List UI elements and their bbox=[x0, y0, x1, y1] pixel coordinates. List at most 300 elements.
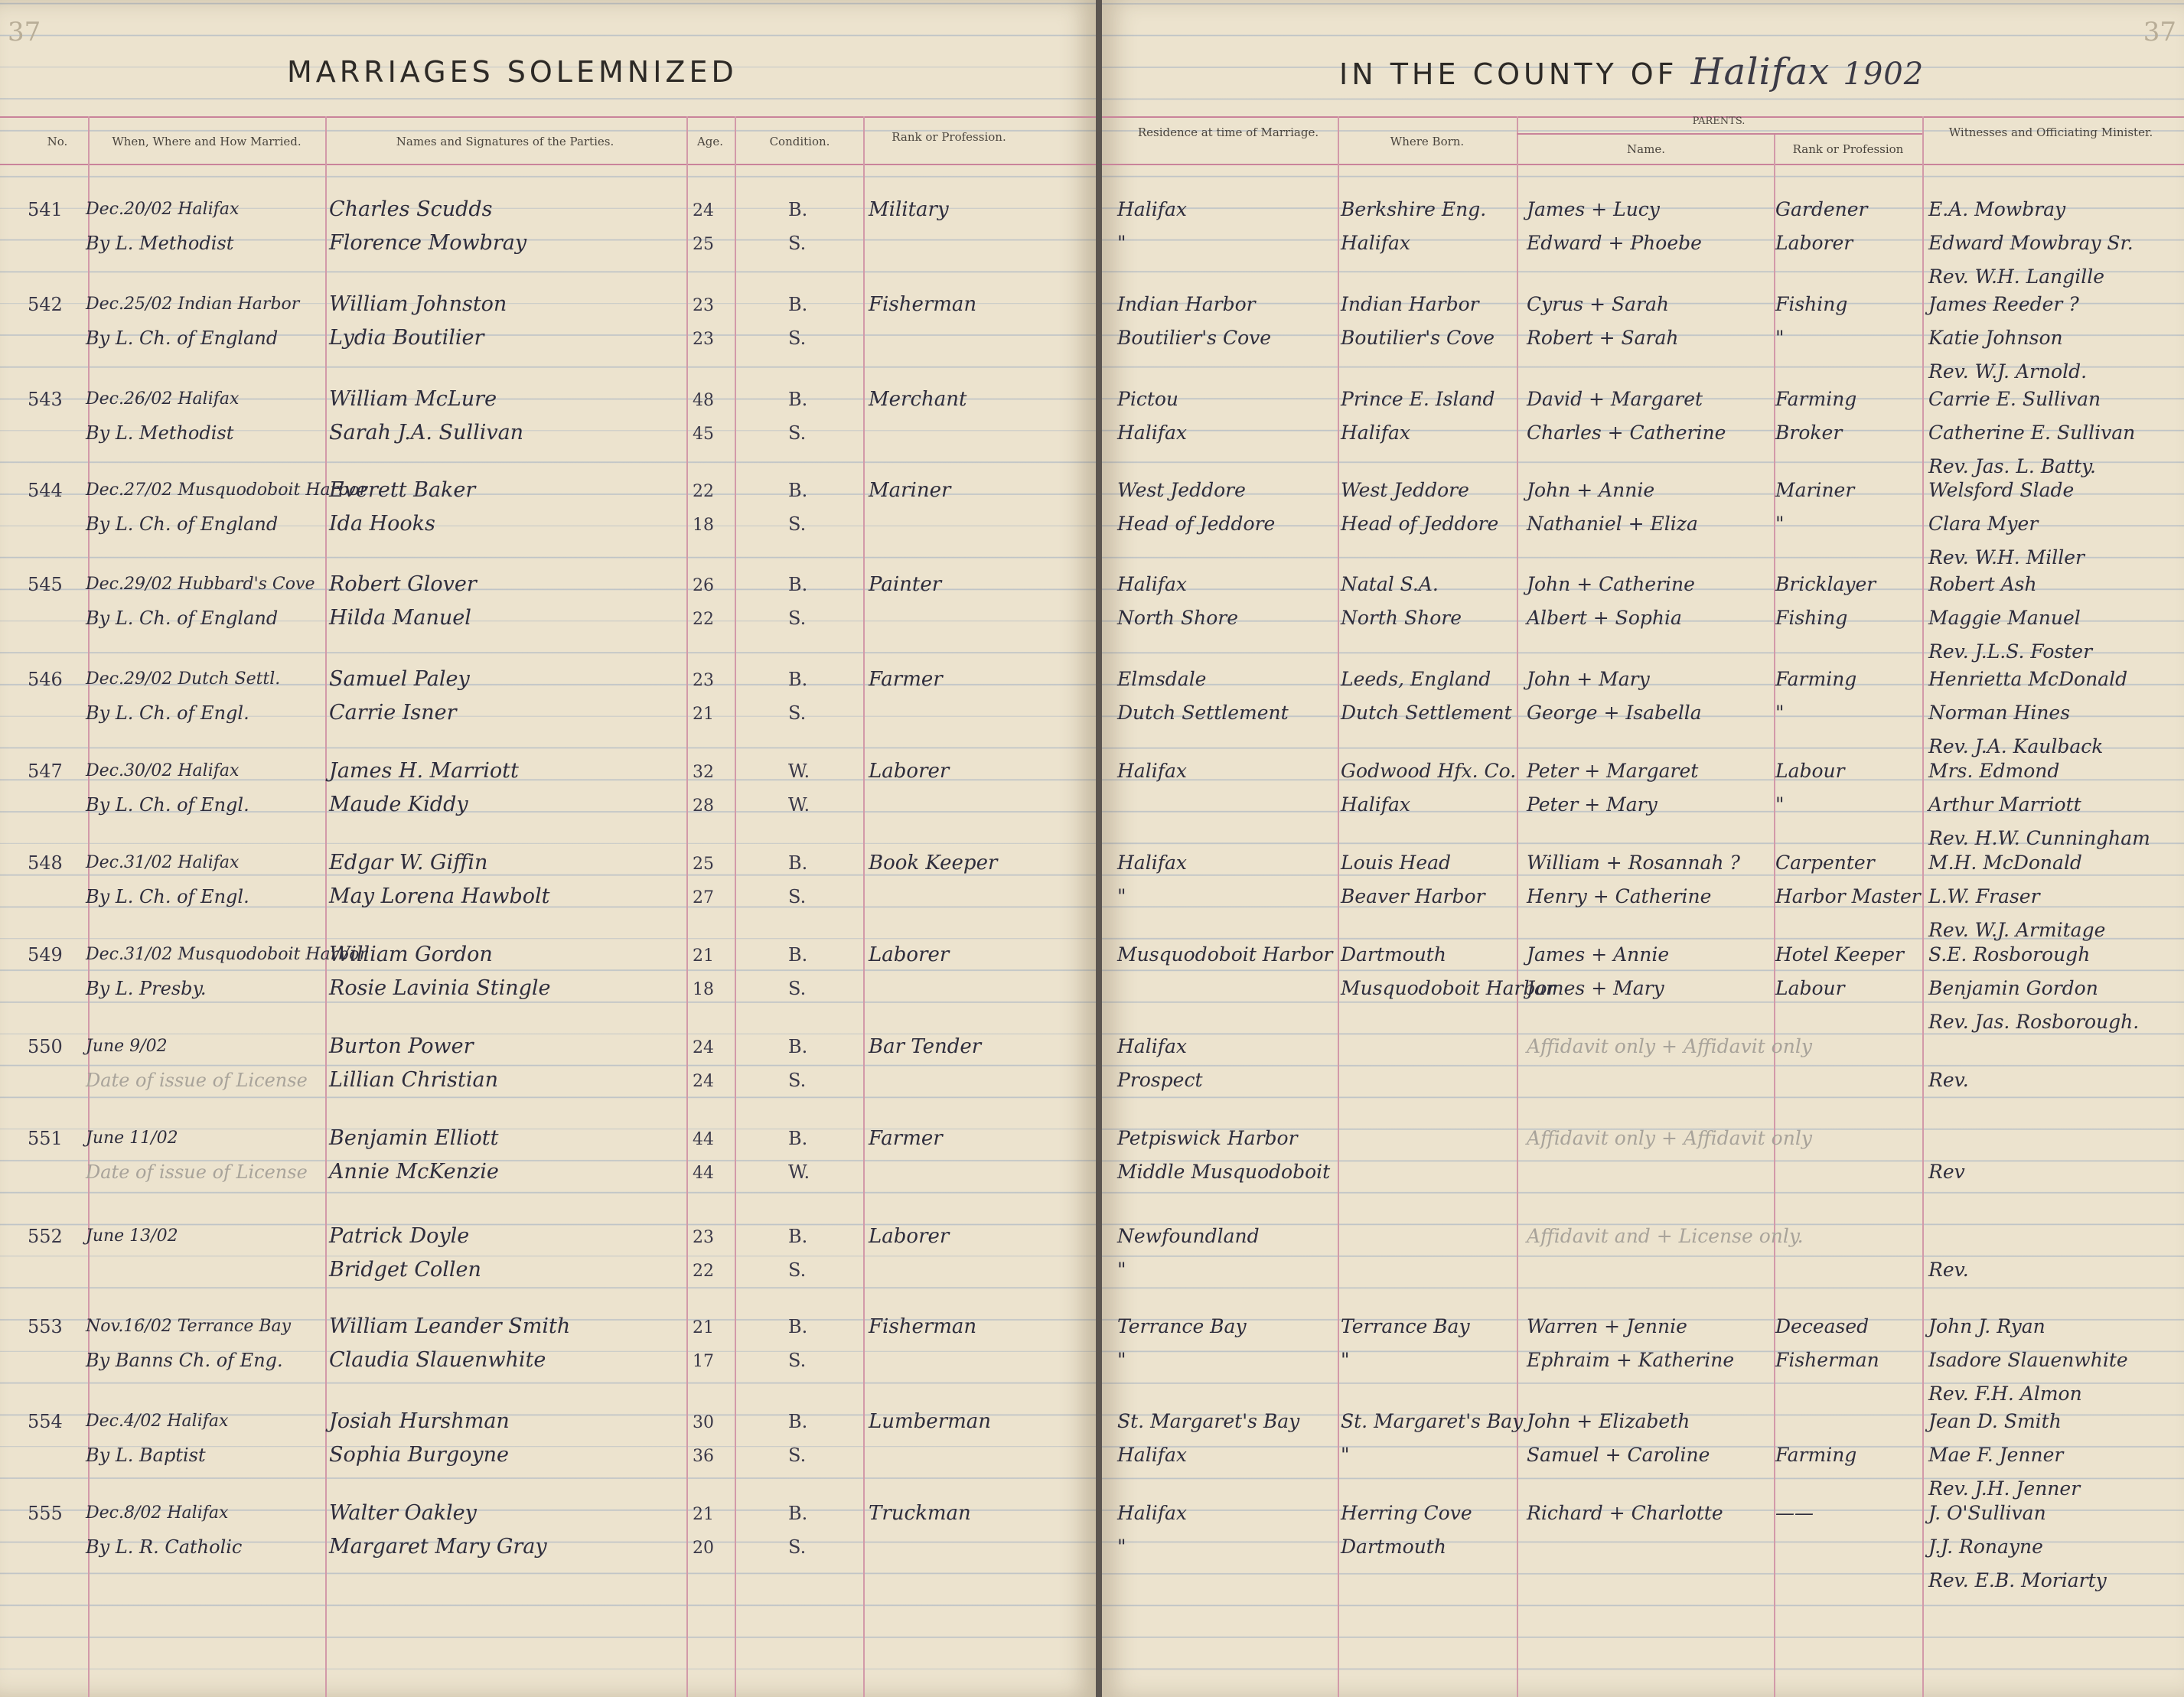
party-age: 36 bbox=[693, 1447, 714, 1466]
county-name: Halifax bbox=[1690, 50, 1830, 93]
parent-names: John + Elizabeth bbox=[1527, 1410, 1690, 1432]
party-age: 22 bbox=[693, 610, 714, 629]
party-rank: Fisherman bbox=[869, 1315, 977, 1338]
col-divider bbox=[1517, 116, 1518, 1697]
birthplace: Dutch Settlement bbox=[1341, 702, 1512, 724]
party-condition: S. bbox=[788, 1259, 807, 1281]
residence: St. Margaret's Bay bbox=[1117, 1410, 1300, 1432]
birthplace: Boutilier's Cove bbox=[1341, 327, 1495, 349]
party-condition: B. bbox=[788, 944, 808, 966]
party-condition: W. bbox=[788, 1161, 810, 1183]
birthplace: St. Margaret's Bay bbox=[1341, 1410, 1524, 1432]
entry-number: 555 bbox=[28, 1503, 63, 1524]
parent-rank: Gardener bbox=[1775, 198, 1868, 220]
residence: Indian Harbor bbox=[1117, 293, 1256, 315]
party-age: 27 bbox=[693, 888, 714, 907]
party-name: William McLure bbox=[329, 387, 497, 411]
party-age: 26 bbox=[693, 576, 714, 595]
party-condition: S. bbox=[788, 422, 807, 444]
party-rank: Laborer bbox=[869, 1225, 950, 1248]
parent-names: Charles + Catherine bbox=[1527, 422, 1726, 444]
parent-names: Henry + Catherine bbox=[1527, 885, 1712, 907]
party-condition: S. bbox=[788, 1350, 807, 1371]
col-divider bbox=[1922, 116, 1924, 1697]
birthplace: Dartmouth bbox=[1341, 943, 1446, 966]
witness-or-minister: Henrietta McDonald bbox=[1928, 668, 2128, 690]
party-age: 23 bbox=[693, 671, 714, 690]
witness-or-minister: Robert Ash bbox=[1928, 573, 2037, 595]
header-born: Where Born. bbox=[1390, 135, 1465, 148]
parent-names: Nathaniel + Eliza bbox=[1527, 513, 1698, 535]
party-rank: Book Keeper bbox=[869, 852, 998, 875]
party-condition: B. bbox=[788, 1316, 808, 1337]
party-age: 21 bbox=[693, 1318, 714, 1337]
party-condition: B. bbox=[788, 852, 808, 874]
party-age: 21 bbox=[693, 946, 714, 966]
parent-names: Richard + Charlotte bbox=[1527, 1502, 1723, 1524]
when-where-how: Dec.31/02 Musquodoboit Harbor bbox=[86, 945, 368, 964]
parent-rank: Fisherman bbox=[1775, 1349, 1879, 1371]
birthplace: Terrance Bay bbox=[1341, 1315, 1470, 1337]
birthplace: " bbox=[1341, 1444, 1350, 1466]
party-rank: Mariner bbox=[869, 479, 951, 502]
party-name: Sarah J.A. Sullivan bbox=[329, 421, 524, 445]
party-condition: B. bbox=[788, 199, 808, 220]
when-where-how: By L. Ch. of Engl. bbox=[86, 794, 249, 816]
parent-names: Affidavit only + Affidavit only bbox=[1527, 1127, 1812, 1149]
when-where-how: By L. Ch. of England bbox=[86, 607, 279, 629]
birthplace: " bbox=[1341, 1349, 1350, 1371]
when-where-how: Nov.16/02 Terrance Bay bbox=[86, 1317, 292, 1336]
when-where-how: June 11/02 bbox=[86, 1129, 178, 1148]
header-when: When, Where and How Married. bbox=[112, 135, 302, 148]
party-condition: S. bbox=[788, 513, 807, 535]
witness-or-minister: Rev. J.H. Jenner bbox=[1928, 1477, 2081, 1500]
residence: Petpiswick Harbor bbox=[1117, 1127, 1298, 1149]
col-divider bbox=[735, 116, 736, 1697]
party-age: 30 bbox=[693, 1413, 714, 1432]
header-names: Names and Signatures of the Parties. bbox=[396, 135, 614, 148]
when-where-how: Date of issue of License bbox=[86, 1070, 308, 1091]
witness-or-minister: Mae F. Jenner bbox=[1928, 1444, 2064, 1466]
entry-number: 550 bbox=[28, 1036, 63, 1057]
birthplace: West Jeddore bbox=[1341, 479, 1469, 501]
residence: Halifax bbox=[1117, 1444, 1187, 1466]
birthplace: North Shore bbox=[1341, 607, 1462, 629]
party-age: 18 bbox=[693, 980, 714, 999]
party-condition: B. bbox=[788, 294, 808, 315]
party-age: 44 bbox=[693, 1130, 714, 1149]
residence: North Shore bbox=[1117, 607, 1238, 629]
parent-names: Affidavit and + License only. bbox=[1527, 1225, 1804, 1247]
party-condition: B. bbox=[788, 389, 808, 410]
witness-or-minister: J. O'Sullivan bbox=[1928, 1502, 2046, 1524]
when-where-how: By L. Baptist bbox=[86, 1445, 206, 1466]
birthplace: Berkshire Eng. bbox=[1341, 198, 1487, 220]
party-condition: B. bbox=[788, 669, 808, 690]
parent-names: William + Rosannah ? bbox=[1527, 852, 1740, 874]
residence: Halifax bbox=[1117, 1035, 1187, 1057]
witness-or-minister: James Reeder ? bbox=[1928, 293, 2079, 315]
when-where-how: By L. Methodist bbox=[86, 422, 234, 444]
party-condition: S. bbox=[788, 978, 807, 999]
parent-rank: Farming bbox=[1775, 668, 1857, 690]
parent-rank: —— bbox=[1775, 1502, 1814, 1524]
birthplace: Halifax bbox=[1341, 232, 1410, 254]
residence: Halifax bbox=[1117, 198, 1187, 220]
entry-number: 545 bbox=[28, 574, 63, 595]
residence: Newfoundland bbox=[1117, 1225, 1260, 1247]
party-name: William Leander Smith bbox=[329, 1314, 571, 1338]
party-condition: W. bbox=[788, 794, 810, 816]
parent-names: George + Isabella bbox=[1527, 702, 1702, 724]
residence: Halifax bbox=[1117, 422, 1187, 444]
party-name: Robert Glover bbox=[329, 572, 477, 596]
witness-or-minister: Rev. E.B. Moriarty bbox=[1928, 1569, 2107, 1591]
party-condition: S. bbox=[788, 1070, 807, 1091]
birthplace: Godwood Hfx. Co. bbox=[1341, 760, 1517, 782]
col-divider bbox=[1338, 116, 1339, 1697]
party-rank: Laborer bbox=[869, 943, 950, 966]
party-name: Carrie Isner bbox=[329, 701, 457, 725]
birthplace: Halifax bbox=[1341, 793, 1410, 816]
party-condition: B. bbox=[788, 1226, 808, 1247]
parent-names: John + Mary bbox=[1527, 668, 1650, 690]
party-condition: B. bbox=[788, 1503, 808, 1524]
residence: Head of Jeddore bbox=[1117, 513, 1276, 535]
witness-or-minister: E.A. Mowbray bbox=[1928, 198, 2066, 220]
party-name: Josiah Hurshman bbox=[329, 1409, 510, 1433]
party-name: Rosie Lavinia Stingle bbox=[329, 976, 551, 1000]
party-age: 20 bbox=[693, 1539, 714, 1558]
parent-rank: Mariner bbox=[1775, 479, 1855, 501]
when-where-how: By L. Methodist bbox=[86, 233, 234, 254]
when-where-how: Dec.29/02 Hubbard's Cove bbox=[86, 575, 315, 594]
when-where-how: Dec.20/02 Halifax bbox=[86, 200, 240, 219]
col-divider bbox=[686, 116, 688, 1697]
when-where-how: By L. Ch. of Engl. bbox=[86, 886, 249, 907]
witness-or-minister: Mrs. Edmond bbox=[1928, 760, 2060, 782]
party-age: 23 bbox=[693, 296, 714, 315]
witness-or-minister: S.E. Rosborough bbox=[1928, 943, 2091, 966]
entry-number: 544 bbox=[28, 480, 63, 501]
party-condition: B. bbox=[788, 1036, 808, 1057]
when-where-how: By L. Ch. of England bbox=[86, 327, 279, 349]
witness-or-minister: Katie Johnson bbox=[1928, 327, 2063, 349]
party-name: James H. Marriott bbox=[329, 759, 519, 783]
party-name: Annie McKenzie bbox=[329, 1160, 499, 1184]
party-rank: Military bbox=[869, 198, 949, 221]
witness-or-minister: Rev. Jas. Rosborough. bbox=[1928, 1011, 2140, 1033]
when-where-how: By Banns Ch. of Eng. bbox=[86, 1350, 283, 1371]
when-where-how: Dec.25/02 Indian Harbor bbox=[86, 295, 300, 314]
party-age: 17 bbox=[693, 1352, 714, 1371]
witness-or-minister: Clara Myer bbox=[1928, 513, 2039, 535]
parent-rank: Bricklayer bbox=[1775, 573, 1876, 595]
residence: " bbox=[1117, 1349, 1126, 1371]
parent-names: Peter + Mary bbox=[1527, 793, 1658, 816]
right-title bbox=[1339, 50, 1924, 93]
parent-names: Samuel + Caroline bbox=[1527, 1444, 1710, 1466]
birthplace: Head of Jeddore bbox=[1341, 513, 1499, 535]
party-condition: S. bbox=[788, 702, 807, 724]
parent-rank: Hotel Keeper bbox=[1775, 943, 1904, 966]
party-condition: B. bbox=[788, 1128, 808, 1149]
witness-or-minister: Rev. Jas. L. Batty. bbox=[1928, 455, 2096, 477]
header-residence: Residence at time of Marriage. bbox=[1137, 125, 1319, 139]
party-age: 28 bbox=[693, 796, 714, 816]
residence: " bbox=[1117, 1536, 1126, 1558]
witness-or-minister: Arthur Marriott bbox=[1928, 793, 2081, 816]
party-name: Burton Power bbox=[329, 1034, 474, 1058]
party-name: Patrick Doyle bbox=[329, 1224, 470, 1248]
witness-or-minister: Edward Mowbray Sr. bbox=[1928, 232, 2133, 254]
when-where-how: Dec.31/02 Halifax bbox=[86, 853, 240, 872]
witness-or-minister: Maggie Manuel bbox=[1928, 607, 2081, 629]
witness-or-minister: L.W. Fraser bbox=[1928, 885, 2040, 907]
birthplace: Musquodoboit Harbor bbox=[1341, 977, 1557, 999]
entry-number: 548 bbox=[28, 852, 63, 874]
party-name: Florence Mowbray bbox=[329, 231, 527, 255]
party-age: 22 bbox=[693, 482, 714, 501]
left-title: MARRIAGES SOLEMNIZED bbox=[287, 55, 738, 89]
residence: " bbox=[1117, 1259, 1126, 1281]
party-name: Claudia Slauenwhite bbox=[329, 1348, 546, 1372]
header-condition: Condition. bbox=[769, 135, 830, 148]
when-where-how: Dec.27/02 Musquodoboit Harbor bbox=[86, 480, 368, 500]
entry-number: 552 bbox=[28, 1226, 63, 1247]
parent-rank: Deceased bbox=[1775, 1315, 1869, 1337]
party-name: Samuel Paley bbox=[329, 667, 470, 691]
residence: Boutilier's Cove bbox=[1117, 327, 1272, 349]
header-rank: Rank or Profession. bbox=[892, 130, 1006, 144]
party-rank: Painter bbox=[869, 573, 942, 596]
residence: Halifax bbox=[1117, 852, 1187, 874]
party-age: 24 bbox=[693, 201, 714, 220]
entry-number: 541 bbox=[28, 199, 63, 220]
party-rank: Farmer bbox=[869, 668, 943, 691]
witness-or-minister: Rev. W.J. Armitage bbox=[1928, 919, 2106, 941]
party-condition: B. bbox=[788, 574, 808, 595]
parent-rank: Harbor Master bbox=[1775, 885, 1921, 907]
residence: Halifax bbox=[1117, 1502, 1187, 1524]
when-where-how: Dec.29/02 Dutch Settl. bbox=[86, 669, 281, 689]
parent-rank: " bbox=[1775, 327, 1785, 349]
party-name: William Johnston bbox=[329, 292, 507, 316]
residence: West Jeddore bbox=[1117, 479, 1246, 501]
party-condition: S. bbox=[788, 607, 807, 629]
parent-rank: Fishing bbox=[1775, 607, 1848, 629]
witness-or-minister: Rev. bbox=[1928, 1069, 1969, 1091]
party-rank: Bar Tender bbox=[869, 1035, 982, 1058]
parent-names: Peter + Margaret bbox=[1527, 760, 1699, 782]
birthplace: Dartmouth bbox=[1341, 1536, 1446, 1558]
birthplace: Herring Cove bbox=[1341, 1502, 1472, 1524]
residence: " bbox=[1117, 232, 1126, 254]
birthplace: Natal S.A. bbox=[1341, 573, 1439, 595]
entry-number: 542 bbox=[28, 294, 63, 315]
residence: Pictou bbox=[1117, 388, 1179, 410]
party-condition: B. bbox=[788, 1411, 808, 1432]
when-where-how: June 13/02 bbox=[86, 1226, 178, 1246]
when-where-how: Date of issue of License bbox=[86, 1161, 308, 1183]
when-where-how: Dec.30/02 Halifax bbox=[86, 761, 240, 780]
parents-divider bbox=[1517, 133, 1922, 135]
party-condition: S. bbox=[788, 327, 807, 349]
party-age: 44 bbox=[693, 1164, 714, 1183]
party-rank: Truckman bbox=[869, 1502, 971, 1525]
parent-names: Affidavit only + Affidavit only bbox=[1527, 1035, 1812, 1057]
witness-or-minister: Rev. W.H. Miller bbox=[1928, 546, 2085, 568]
header-parent-name: Name. bbox=[1627, 142, 1665, 156]
parent-names: James + Mary bbox=[1527, 977, 1664, 999]
parent-rank: Carpenter bbox=[1775, 852, 1875, 874]
birthplace: Beaver Harbor bbox=[1341, 885, 1485, 907]
when-where-how: Dec.26/02 Halifax bbox=[86, 389, 240, 409]
parent-rank: Fishing bbox=[1775, 293, 1848, 315]
party-name: Bridget Collen bbox=[329, 1258, 481, 1282]
party-condition: S. bbox=[788, 1536, 807, 1558]
party-condition: S. bbox=[788, 1445, 807, 1466]
parent-names: Albert + Sophia bbox=[1527, 607, 1682, 629]
party-name: Lillian Christian bbox=[329, 1068, 498, 1092]
col-divider bbox=[863, 116, 865, 1697]
parent-rank: Labour bbox=[1775, 977, 1845, 999]
residence: Prospect bbox=[1117, 1069, 1203, 1091]
witness-or-minister: Rev. W.J. Arnold. bbox=[1928, 360, 2088, 383]
entry-number: 554 bbox=[28, 1411, 63, 1432]
parent-rank: Labour bbox=[1775, 760, 1845, 782]
party-rank: Lumberman bbox=[869, 1410, 992, 1433]
party-age: 48 bbox=[693, 391, 714, 410]
right-title-text: IN THE COUNTY OF bbox=[1339, 57, 1678, 91]
year: 1902 bbox=[1843, 57, 1925, 92]
when-where-how: June 9/02 bbox=[86, 1037, 168, 1056]
when-where-how: By L. R. Catholic bbox=[86, 1536, 243, 1558]
parent-names: John + Annie bbox=[1527, 479, 1655, 501]
birthplace: Halifax bbox=[1341, 422, 1410, 444]
parent-names: John + Catherine bbox=[1527, 573, 1695, 595]
party-age: 25 bbox=[693, 235, 714, 254]
witness-or-minister: Catherine E. Sullivan bbox=[1928, 422, 2136, 444]
party-age: 24 bbox=[693, 1072, 714, 1091]
party-age: 25 bbox=[693, 855, 714, 874]
party-rank: Laborer bbox=[869, 760, 950, 783]
party-rank: Merchant bbox=[869, 388, 967, 411]
when-where-how: By L. Presby. bbox=[86, 978, 207, 999]
birthplace: Leeds, England bbox=[1341, 668, 1491, 690]
residence: Musquodoboit Harbor bbox=[1117, 943, 1333, 966]
parent-names: Robert + Sarah bbox=[1527, 327, 1679, 349]
entry-number: 551 bbox=[28, 1128, 63, 1149]
parent-rank: Farming bbox=[1775, 1444, 1857, 1466]
witness-or-minister: Rev. bbox=[1928, 1259, 1969, 1281]
witness-or-minister: Carrie E. Sullivan bbox=[1928, 388, 2101, 410]
residence: Middle Musquodoboit bbox=[1117, 1161, 1331, 1183]
witness-or-minister: Welsford Slade bbox=[1928, 479, 2075, 501]
party-name: May Lorena Hawbolt bbox=[329, 884, 550, 908]
party-age: 21 bbox=[693, 705, 714, 724]
party-age: 23 bbox=[693, 1228, 714, 1247]
col-divider bbox=[325, 116, 327, 1697]
parent-names: David + Margaret bbox=[1527, 388, 1703, 410]
residence: Dutch Settlement bbox=[1117, 702, 1289, 724]
header-age: Age. bbox=[696, 135, 724, 148]
witness-or-minister: Isadore Slauenwhite bbox=[1928, 1349, 2128, 1371]
party-name: Charles Scudds bbox=[329, 197, 493, 221]
party-age: 24 bbox=[693, 1038, 714, 1057]
parent-rank: " bbox=[1775, 793, 1785, 816]
party-name: Edgar W. Giffin bbox=[329, 851, 488, 875]
birthplace: Louis Head bbox=[1341, 852, 1452, 874]
party-name: Hilda Manuel bbox=[329, 606, 471, 630]
party-age: 45 bbox=[693, 425, 714, 444]
parent-names: James + Lucy bbox=[1527, 198, 1660, 220]
residence: Terrance Bay bbox=[1117, 1315, 1247, 1337]
witness-or-minister: John J. Ryan bbox=[1928, 1315, 2045, 1337]
witness-or-minister: Rev. H.W. Cunningham bbox=[1928, 827, 2150, 849]
witness-or-minister: Rev. J.L.S. Foster bbox=[1928, 640, 2093, 663]
header-parents: PARENTS. bbox=[1692, 116, 1746, 127]
entry-number: 546 bbox=[28, 669, 63, 690]
party-condition: S. bbox=[788, 233, 807, 254]
birthplace: Indian Harbor bbox=[1341, 293, 1479, 315]
residence: " bbox=[1117, 885, 1126, 907]
page-number-left: 37 bbox=[8, 17, 41, 47]
party-condition: B. bbox=[788, 480, 808, 501]
header-witnesses: Witnesses and Officiating Minister. bbox=[1948, 125, 2153, 139]
entry-number: 553 bbox=[28, 1316, 63, 1337]
parent-names: Warren + Jennie bbox=[1527, 1315, 1687, 1337]
when-where-how: Dec.8/02 Halifax bbox=[86, 1503, 229, 1523]
party-name: Margaret Mary Gray bbox=[329, 1535, 547, 1559]
party-rank: Fisherman bbox=[869, 293, 977, 316]
entry-number: 547 bbox=[28, 761, 63, 782]
residence: Halifax bbox=[1117, 760, 1187, 782]
header-no: No. bbox=[47, 135, 68, 148]
party-age: 22 bbox=[693, 1262, 714, 1281]
party-condition: W. bbox=[788, 761, 810, 782]
entry-number: 549 bbox=[28, 944, 63, 966]
birthplace: Prince E. Island bbox=[1341, 388, 1495, 410]
party-rank: Farmer bbox=[869, 1127, 943, 1150]
party-name: William Gordon bbox=[329, 943, 493, 966]
party-age: 23 bbox=[693, 330, 714, 349]
party-name: Benjamin Elliott bbox=[329, 1126, 499, 1150]
when-where-how: By L. Ch. of Engl. bbox=[86, 702, 249, 724]
party-name: Everett Baker bbox=[329, 478, 476, 502]
witness-or-minister: Benjamin Gordon bbox=[1928, 977, 2098, 999]
parent-rank: Farming bbox=[1775, 388, 1857, 410]
header-parent-rank: Rank or Profession bbox=[1792, 142, 1904, 156]
witness-or-minister: Rev bbox=[1928, 1161, 1965, 1183]
when-where-how: Dec.4/02 Halifax bbox=[86, 1412, 229, 1431]
residence: Elmsdale bbox=[1117, 668, 1207, 690]
party-name: Ida Hooks bbox=[329, 512, 435, 536]
witness-or-minister: J.J. Ronayne bbox=[1928, 1536, 2043, 1558]
party-age: 32 bbox=[693, 763, 714, 782]
party-name: Lydia Boutilier bbox=[329, 326, 484, 350]
when-where-how: By L. Ch. of England bbox=[86, 513, 279, 535]
witness-or-minister: Rev. W.H. Langille bbox=[1928, 265, 2105, 288]
party-name: Sophia Burgoyne bbox=[329, 1443, 510, 1467]
parent-rank: Broker bbox=[1775, 422, 1843, 444]
party-age: 21 bbox=[693, 1505, 714, 1524]
party-age: 18 bbox=[693, 516, 714, 535]
witness-or-minister: M.H. McDonald bbox=[1928, 852, 2082, 874]
parent-names: Cyrus + Sarah bbox=[1527, 293, 1669, 315]
party-name: Maude Kiddy bbox=[329, 793, 468, 816]
